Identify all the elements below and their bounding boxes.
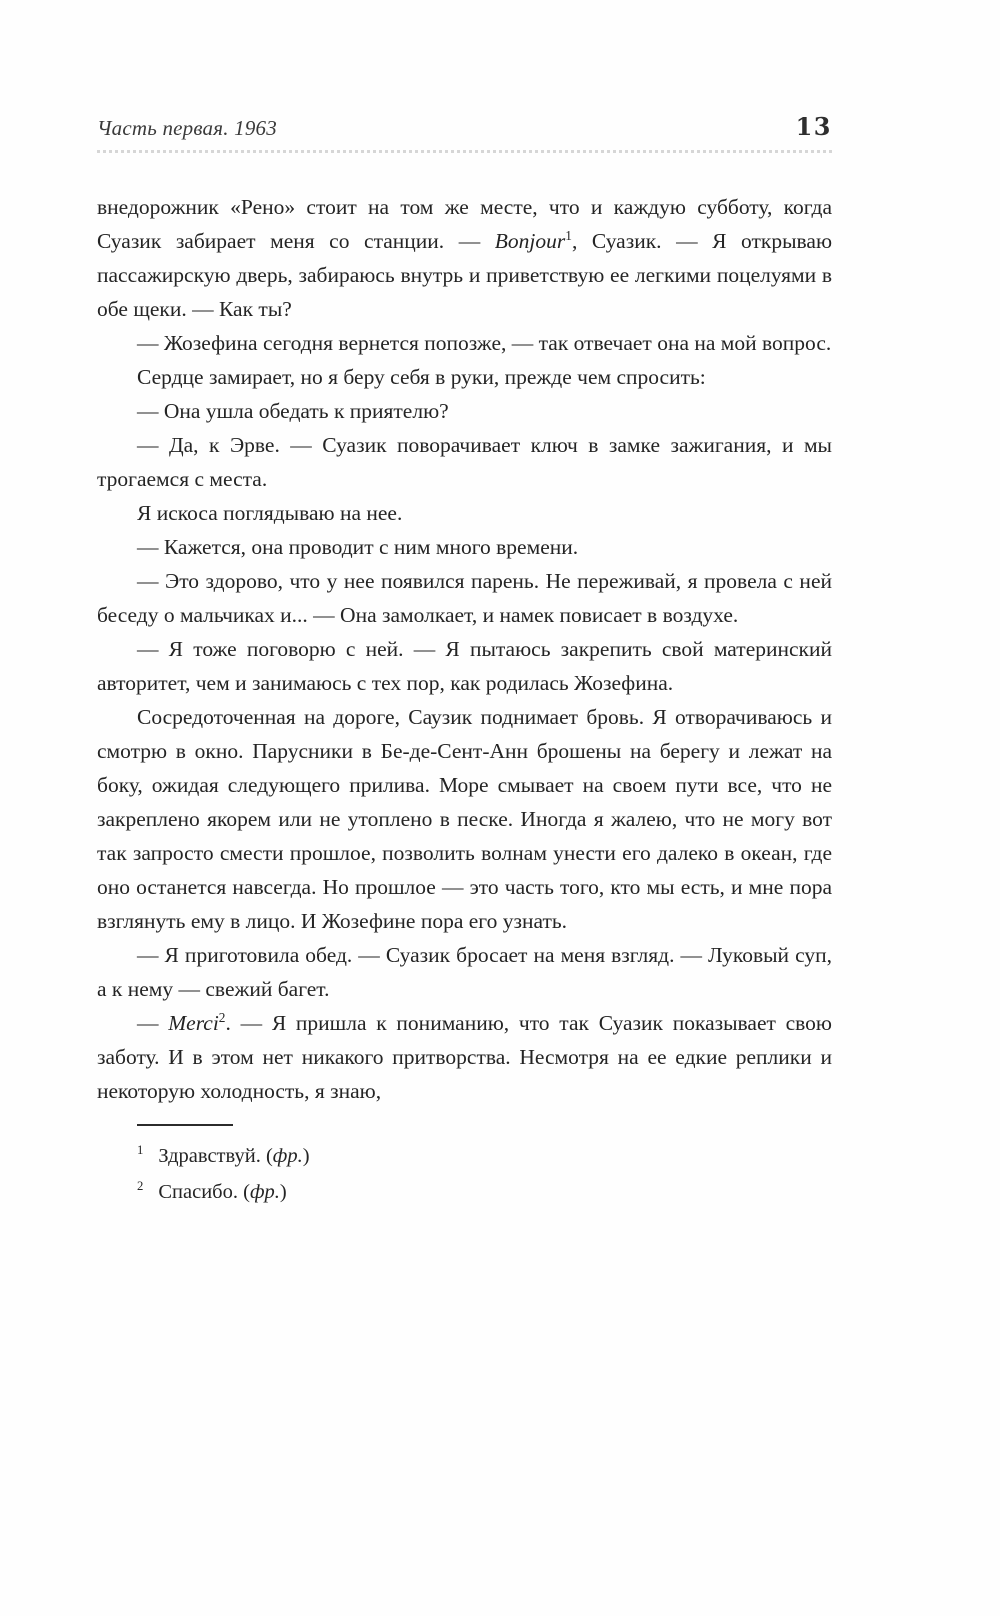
footnote-number: 2 — [137, 1179, 144, 1194]
page-number: 13 — [795, 112, 832, 141]
text-run: — Жозефина сегодня вернется попозже, — так отвечает она на мой вопрос. — [137, 331, 832, 355]
paragraph — [97, 530, 832, 564]
italic-text-run: Merci — [168, 1011, 219, 1035]
text-run: — Кажется, она проводит с ним много времени. — [137, 535, 579, 559]
footnote-number: 1 — [137, 1143, 144, 1158]
text-run: — — [137, 1011, 169, 1035]
paragraph — [97, 496, 832, 530]
text-run: — Да, к Эрве. — Суазик поворачивает ключ в замке зажигания, и мы трогаемся с места. — [97, 433, 832, 491]
text-run: . — Я пришла к пониманию, что так Суазик показывает свою заботу. И в этом нет никакого притворства. Несмотря на ее едкие реплики и некоторую холодность, я знаю, — [97, 1011, 832, 1103]
paragraph — [97, 1006, 832, 1108]
text-run: , Суазик. — Я открываю пассажирскую дверь, забираюсь внутрь и приветствую ее легкими поцелуями в обе щеки. — Как ты? — [97, 229, 833, 321]
paragraph — [97, 700, 832, 938]
text-run: — Она ушла обедать к приятелю? — [137, 399, 449, 423]
text-run: Сосредоточенная на дороге, Саузик поднимает бровь. Я отворачиваюсь и смотрю в окно. Парусники в Бе-де-Сент-Анн брошены на берегу и лежат на боку, ожидая следующего прилива. Море смывает на своем пути все, что не закреплено якорем или не утоплено в песке. Иногда я жалею, что не могу вот так запросто смести прошлое, позволить волнам унести его далеко в океан, где оно останется навсегда. Но прошлое — это часть того, кто мы есть, и мне пора взглянуть ему в лицо. И Жозефине пора его узнать. — [97, 705, 832, 933]
text-run: Здравствуй. ( — [158, 1145, 273, 1167]
italic-text-run: Bonjour — [494, 229, 566, 253]
paragraph — [97, 938, 832, 1006]
text-run: — Это здорово, что у нее появился парень. Не переживай, я провела с ней беседу о мальчиках и... — Она замолкает, и намек повисает в воздухе. — [97, 569, 832, 627]
text-run: Я искоса поглядываю на нее. — [137, 501, 403, 525]
text-run: Сердце замирает, но я беру себя в руки, прежде чем спросить: — [137, 365, 706, 389]
running-title: Часть первая. 1963 — [97, 116, 277, 140]
footnote-marker: 1 — [565, 227, 572, 243]
paragraph — [97, 394, 832, 428]
text-run: — Я приготовила обед. — Суазик бросает на меня взгляд. — Луковый суп, а к нему — свежий багет. — [97, 943, 832, 1001]
paragraph — [97, 428, 832, 496]
page-header — [97, 112, 832, 141]
header-dotted-divider — [97, 150, 832, 153]
paragraph — [97, 326, 832, 360]
paragraph — [97, 632, 832, 700]
footnotes-list — [97, 1138, 832, 1210]
footnote-item — [97, 1138, 832, 1174]
paragraph — [97, 564, 832, 632]
paragraph — [97, 360, 832, 394]
text-run: внедорожник «Рено» стоит на том же месте, что и каждую субботу, когда Суазик забирает меня со станции. — — [97, 195, 832, 253]
text-run: — Я тоже поговорю с ней. — Я пытаюсь закрепить свой материнский авторитет, чем и занимаюсь с тех пор, как родилась Жозефина. — [97, 637, 832, 695]
italic-text-run: фр. — [272, 1145, 303, 1167]
italic-text-run: фр. — [249, 1181, 280, 1203]
text-run: Спасибо. ( — [158, 1181, 250, 1203]
footnote-item — [97, 1174, 832, 1210]
paragraph — [97, 190, 832, 326]
text-run: ) — [302, 1145, 310, 1167]
body-text — [97, 190, 832, 1108]
text-run: ) — [279, 1181, 287, 1203]
footnote-rule — [137, 1124, 233, 1126]
footnote-marker: 2 — [218, 1009, 226, 1025]
